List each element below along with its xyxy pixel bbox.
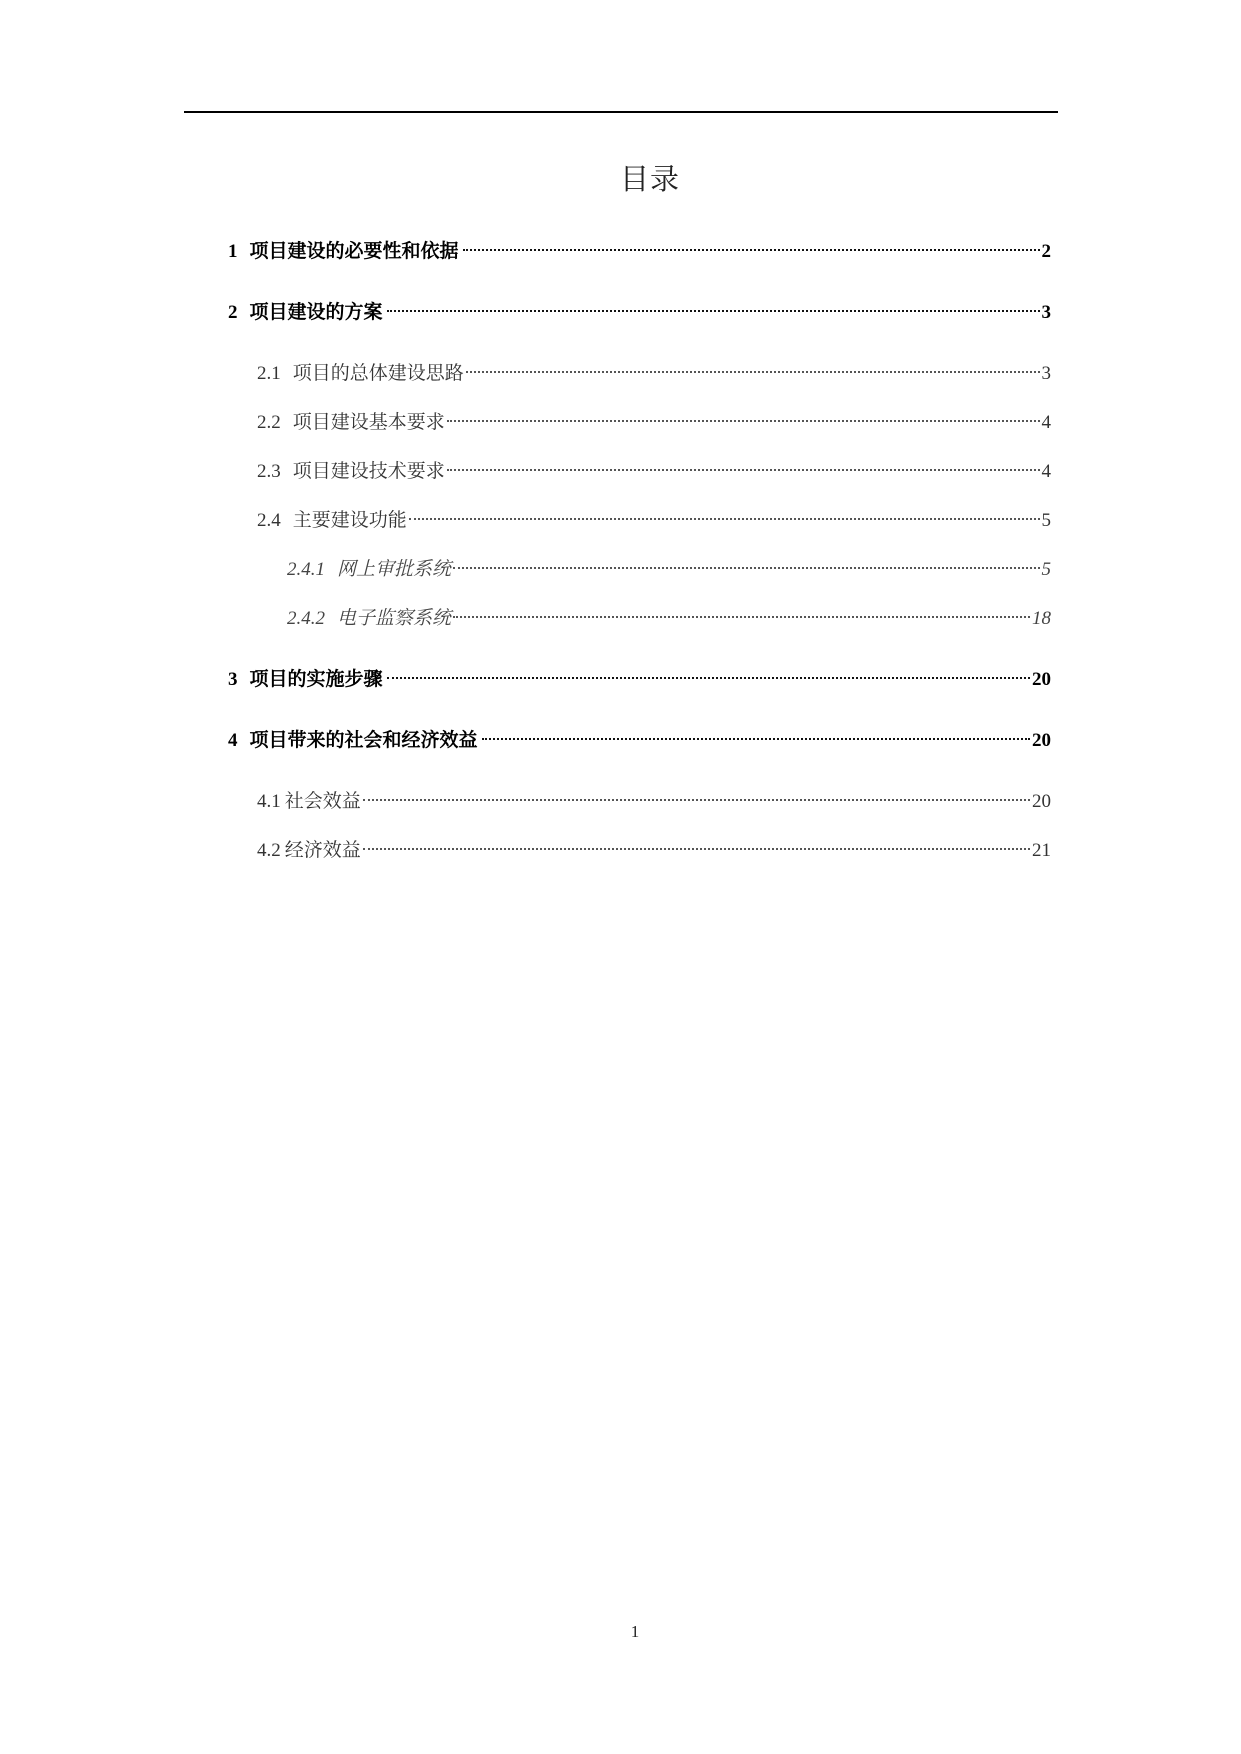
toc-entry-number: 2.4.1 [287,559,325,580]
toc-entry-page: 18 [1032,608,1051,629]
toc-entry[interactable] [228,666,1051,694]
toc-entry-page: 5 [1041,510,1051,531]
dot-leader [482,738,1030,740]
toc-entry[interactable] [287,605,1051,633]
toc-entry-page: 2 [1041,241,1051,262]
header-rule [184,111,1058,113]
toc-entry-number: 4.1 [257,791,281,812]
toc-entry-number: 4.2 [257,840,281,861]
toc-entry[interactable] [228,299,1051,327]
toc-entry-label: 电子监察系统 [337,608,452,629]
toc-entry-label: 项目的总体建设思路 [292,363,464,384]
toc-entry[interactable] [257,788,1051,816]
toc-entry-page: 3 [1041,302,1051,323]
toc-entry-label: 经济效益 [284,840,361,861]
toc-entry[interactable] [257,360,1051,388]
toc-entry[interactable] [228,238,1051,266]
toc-entry-number: 2.4 [257,510,281,531]
dot-leader [409,518,1040,520]
toc-entry-number: 2.3 [257,461,281,482]
toc-entry-page: 20 [1032,669,1051,690]
toc-entry-page: 21 [1032,840,1051,861]
toc-entry-label: 项目的实施步骤 [249,669,383,690]
toc-entry[interactable] [257,458,1051,486]
toc-entry-page: 20 [1032,791,1051,812]
toc-entry-number: 1 [228,241,238,262]
toc-entry-label: 项目建设技术要求 [292,461,445,482]
dot-leader [453,567,1039,569]
dot-leader [466,371,1040,373]
toc-entry-page: 5 [1041,559,1051,580]
toc-entry-label: 项目建设基本要求 [292,412,445,433]
dot-leader [447,469,1040,471]
dot-leader [363,799,1030,801]
toc-entry[interactable] [257,507,1051,535]
toc-entry-page: 4 [1041,412,1051,433]
toc-entry-number: 3 [228,669,238,690]
toc-entry[interactable] [287,556,1051,584]
dot-leader [453,616,1030,618]
toc-entry-number: 2.4.2 [287,608,325,629]
toc-entry[interactable] [257,409,1051,437]
toc-entry-number: 2.2 [257,412,281,433]
toc-entry-label: 网上审批系统 [337,559,452,580]
toc-entry-label: 项目带来的社会和经济效益 [249,730,478,751]
toc-entry-label: 主要建设功能 [292,510,407,531]
toc-entry[interactable] [228,727,1051,755]
dot-leader [363,848,1030,850]
dot-leader [447,420,1040,422]
toc-entry-label: 项目建设的方案 [249,302,383,323]
toc-entry[interactable] [257,837,1051,865]
page-number: 1 [630,1622,640,1641]
toc-entry-page: 3 [1041,363,1051,384]
toc-entry-number: 4 [228,730,238,751]
toc-entry-label: 项目建设的必要性和依据 [249,241,459,262]
dot-leader [387,677,1030,679]
toc-entry-page: 20 [1032,730,1051,751]
toc-entry-number: 2.1 [257,363,281,384]
toc-title: 目录 [619,164,680,196]
toc-entry-label: 社会效益 [284,791,361,812]
dot-leader [463,249,1040,251]
toc-entry-number: 2 [228,302,238,323]
toc-entry-page: 4 [1041,461,1051,482]
dot-leader [387,310,1040,312]
